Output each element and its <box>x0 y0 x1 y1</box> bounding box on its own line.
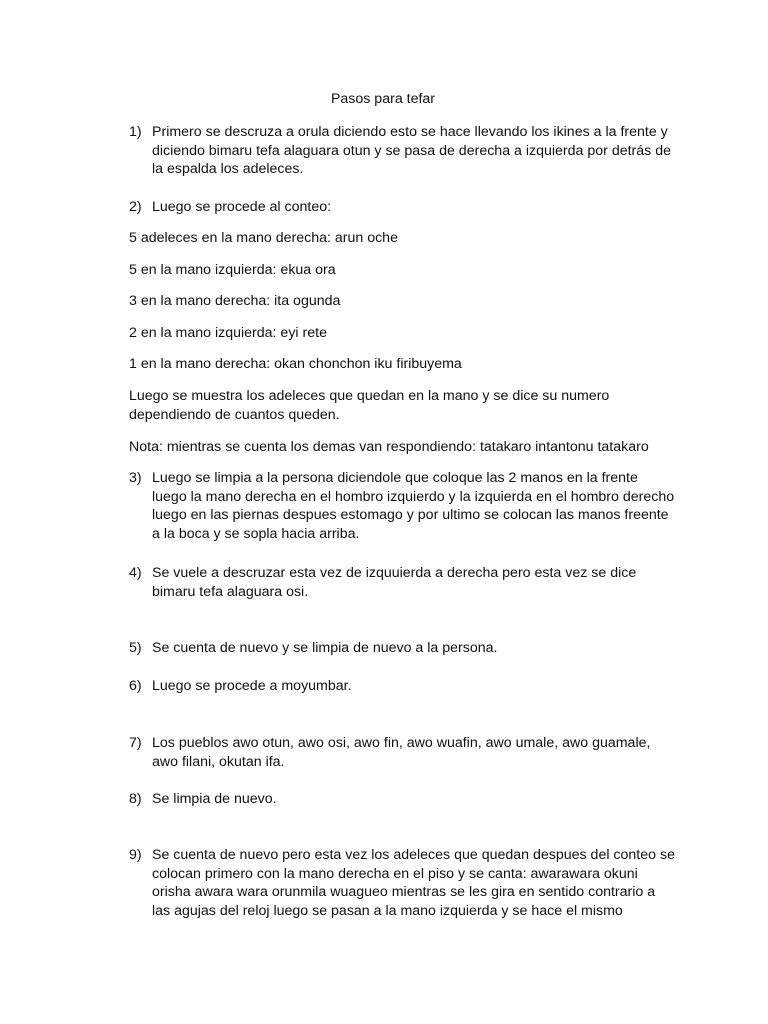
numbered-list-item <box>129 564 689 601</box>
paragraph <box>129 324 689 343</box>
numbered-list-item <box>129 734 689 771</box>
text-line: Se vuele a descruzar esta vez de izquuierda a derecha pero esta vez se dice <box>152 565 637 581</box>
text-line: Luego se muestra los adeleces que quedan en la mano y se dice su numero <box>129 388 610 404</box>
text-line: la espalda los adeleces. <box>152 161 304 178</box>
list-number: 9) <box>129 847 142 863</box>
text-line: Se cuenta de nuevo pero esta vez los adeleces que quedan despues del conteo se <box>152 847 675 863</box>
list-number: 7) <box>129 735 142 751</box>
numbered-list-item <box>129 639 689 658</box>
text-line: diciendo bimaru tefa alaguara otun y se pasa de derecha a izquierda por detrás de <box>152 142 671 159</box>
text-line: Los pueblos awo otun, awo osi, awo fin, awo wuafin, awo umale, awo guamale, <box>152 735 651 751</box>
paragraph <box>129 438 689 457</box>
list-number: 3) <box>129 470 142 486</box>
text-line: 3 en la mano derecha: ita ogunda <box>129 293 341 309</box>
text-line: Primero se descruza a orula diciendo esto se hace llevando los ikines a la frente y <box>152 124 668 140</box>
text-line: 5 en la mano izquierda: ekua ora <box>129 262 336 278</box>
text-line: las agujas del reloj luego se pasan a la mano izquierda y se hace el mismo <box>152 902 623 919</box>
text-line: 1 en la mano derecha: okan chonchon iku firibuyema <box>129 356 462 372</box>
text-line: Luego se limpia a la persona diciendole que coloque las 2 manos en la frente <box>152 470 638 486</box>
text-line: colocan primero con la mano derecha en el piso y se canta: awarawara okuni <box>152 865 638 882</box>
paragraph <box>129 355 689 374</box>
paragraph <box>129 292 689 311</box>
text-line: luego en las piernas despues estomago y por ultimo se colocan las manos freente <box>152 507 669 524</box>
text-line: dependiendo de cuantos queden. <box>129 406 340 423</box>
paragraph <box>129 261 689 280</box>
numbered-list-item <box>129 790 689 809</box>
numbered-list-item <box>129 198 689 217</box>
paragraph <box>129 387 689 424</box>
numbered-list-item <box>129 677 689 696</box>
numbered-list-item <box>129 123 689 179</box>
list-number: 1) <box>129 124 142 140</box>
text-line: Luego se procede a moyumbar. <box>152 678 352 694</box>
text-line: Nota: mientras se cuenta los demas van respondiendo: tatakaro intantonu tatakaro <box>129 439 649 455</box>
list-number: 8) <box>129 791 142 807</box>
list-number: 6) <box>129 678 142 694</box>
text-line: orisha awara wara orunmila wuagueo mientras se les gira en sentido contrario a <box>152 884 656 901</box>
page-title: Pasos para tefar <box>330 91 436 107</box>
list-number: 4) <box>129 565 142 581</box>
text-line: bimaru tefa alaguara osi. <box>152 583 309 600</box>
text-line: 2 en la mano izquierda: eyi rete <box>129 325 327 341</box>
text-line: a la boca y se sopla hacia arriba. <box>152 525 360 542</box>
text-line: awo filani, okutan ifa. <box>152 753 285 770</box>
list-number: 5) <box>129 640 142 656</box>
text-line: Luego se procede al conteo: <box>152 199 332 215</box>
paragraph <box>129 229 689 248</box>
text-line: Se limpia de nuevo. <box>152 791 277 807</box>
text-line: 5 adeleces en la mano derecha: arun oche <box>129 230 398 246</box>
text-line: luego la mano derecha en el hombro izquierdo y la izquierda en el hombro derecho <box>152 488 675 505</box>
list-number: 2) <box>129 199 142 215</box>
text-line: Se cuenta de nuevo y se limpia de nuevo a la persona. <box>152 640 498 656</box>
numbered-list-item <box>129 846 689 920</box>
numbered-list-item <box>129 469 689 543</box>
